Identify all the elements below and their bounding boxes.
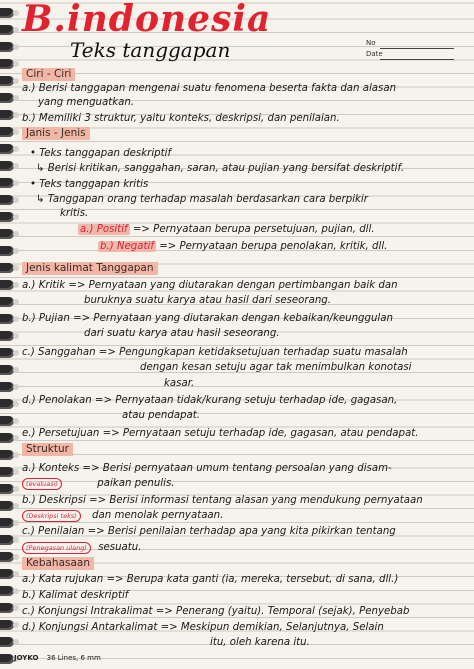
spiral-ring: [0, 127, 14, 137]
spiral-ring: [0, 433, 14, 443]
spiral-hole: [13, 299, 19, 305]
jenis-positif: [78, 223, 375, 236]
no-label: No: [366, 39, 376, 47]
kalimat-line: dari suatu karya atau hasil seseorang.: [84, 328, 280, 339]
spiral-ring: [0, 586, 14, 596]
jenis-line: • Teks tanggapan kritis: [30, 179, 149, 190]
spiral-ring: [0, 297, 14, 307]
spiral-hole: [13, 350, 19, 356]
spiral-hole: [13, 401, 19, 407]
spiral-hole: [13, 486, 19, 492]
spiral-hole: [13, 554, 19, 560]
kebahasaan-line: c.) Konjungsi Intrakalimat => Penerang (yaitu). Temporal (sejak), Penyebab: [22, 606, 410, 617]
spiral-ring: [0, 365, 14, 375]
spiral-ring: [0, 229, 14, 239]
spiral-hole: [13, 27, 19, 33]
kalimat-line: a.) Kritik => Pernyataan yang diutarakan dengan pertimbangan baik dan: [22, 280, 398, 291]
spiral-hole: [13, 146, 19, 152]
spiral-ring: [0, 450, 14, 460]
struktur-text: sesuatu.: [98, 542, 142, 553]
spiral-ring: [0, 25, 14, 35]
spiral-ring: [0, 552, 14, 562]
spiral-ring: [0, 637, 14, 647]
spiral-ring: [0, 535, 14, 545]
spiral-hole: [13, 520, 19, 526]
negatif-label: b.) Negatif: [100, 241, 154, 252]
kebahasaan-line: d.) Konjungsi Antarkalimat => Meskipun demikian, Selanjutnya, Selain: [22, 622, 384, 633]
kalimat-line: b.) Pujian => Pernyataan yang diutarakan dengan kebaikan/keunggulan: [22, 313, 393, 324]
struktur-line: a.) Konteks => Berisi pernyataan umum tentang persoalan yang disam-: [22, 463, 392, 474]
spiral-hole: [13, 571, 19, 577]
date-label: Date: [366, 50, 383, 58]
spiral-hole: [13, 61, 19, 67]
spiral-hole: [13, 265, 19, 271]
spiral-hole: [13, 333, 19, 339]
struktur-text: dan menolak pernyataan.: [92, 510, 224, 521]
struktur-line: b.) Deskripsi => Berisi informasi tentang alasan yang mendukung pernyataan: [22, 495, 423, 506]
jenis-line: ↳ Tanggapan orang terhadap masalah berdasarkan cara berpikir: [36, 194, 368, 205]
spiral-ring: [0, 348, 14, 358]
page-content: [22, 0, 468, 669]
spiral-ring: [0, 399, 14, 409]
spiral-hole: [13, 384, 19, 390]
section-jenis: Janis - Jenis: [22, 127, 90, 140]
negatif-text: => Pernyataan berupa penolakan, kritik, dll.: [159, 241, 388, 252]
spiral-hole: [13, 435, 19, 441]
spiral-hole: [13, 78, 19, 84]
positif-label: a.) Positif: [80, 224, 128, 235]
spiral-hole: [13, 180, 19, 186]
spiral-ring: [0, 314, 14, 324]
spiral-ring: [0, 331, 14, 341]
kalimat-line: dengan kesan setuju agar tak menimbulkan konotasi: [140, 362, 412, 373]
spiral-ring: [0, 484, 14, 494]
spiral-ring: [0, 110, 14, 120]
kalimat-line: kasar.: [164, 378, 195, 389]
notebook-footer: [14, 654, 101, 662]
spiral-ring: [0, 501, 14, 511]
spiral-ring: [0, 195, 14, 205]
section-kebahasaan: Kebahasaan: [22, 557, 94, 570]
spiral-hole: [13, 197, 19, 203]
spiral-hole: [13, 418, 19, 424]
struktur-line: [22, 477, 175, 490]
spiral-hole: [13, 112, 19, 118]
spiral-ring: [0, 280, 14, 290]
spiral-ring: [0, 212, 14, 222]
spiral-ring: [0, 467, 14, 477]
spiral-hole: [13, 129, 19, 135]
spiral-hole: [13, 639, 19, 645]
spiral-ring: [0, 8, 14, 18]
no-date-box: [366, 38, 383, 60]
spiral-ring: [0, 93, 14, 103]
spiral-hole: [13, 231, 19, 237]
spiral-hole: [13, 622, 19, 628]
spiral-hole: [13, 503, 19, 509]
spiral-ring: [0, 59, 14, 69]
spiral-ring: [0, 178, 14, 188]
no-line: [380, 48, 454, 49]
struktur-line: [22, 541, 141, 554]
page-title: B.indonesia: [22, 0, 272, 40]
spiral-hole: [13, 163, 19, 169]
footer-info: 36 Lines, 6 mm: [46, 654, 101, 662]
spiral-ring: [0, 654, 14, 664]
spiral-hole: [13, 367, 19, 373]
ciri-line: a.) Berisi tanggapan mengenai suatu fenomena beserta fakta dan alasan: [22, 83, 397, 94]
spiral-ring: [0, 76, 14, 86]
kebahasaan-line: b.) Kalimat deskriptif: [22, 590, 129, 601]
jenis-line: • Teks tanggapan deskriptif: [30, 148, 172, 159]
spiral-ring: [0, 382, 14, 392]
kalimat-line: atau pendapat.: [122, 410, 201, 421]
spiral-ring: [0, 144, 14, 154]
struktur-text: paikan penulis.: [97, 478, 175, 489]
evaluasi-tag: (evaluasi): [22, 478, 62, 490]
ciri-line: yang menguatkan.: [38, 97, 135, 108]
spiral-ring: [0, 263, 14, 273]
struktur-line: c.) Penilaian => Berisi penilaian terhadap apa yang kita pikirkan tentang: [22, 526, 396, 537]
page-subtitle: Teks tanggapan: [70, 38, 231, 62]
section-struktur: Struktur: [22, 443, 73, 456]
jenis-negatif: [98, 240, 387, 253]
kalimat-line: d.) Penolakan => Pernyataan tidak/kurang setuju terhadap ide, gagasan,: [22, 395, 398, 406]
penegasan-tag: (Penegasan ulang): [22, 542, 91, 554]
spiral-hole: [13, 10, 19, 16]
spiral-hole: [13, 469, 19, 475]
jenis-line: ↳ Berisi kritikan, sanggahan, saran, atau pujian yang bersifat deskriptif.: [36, 163, 405, 174]
spiral-hole: [13, 95, 19, 101]
section-jenis-kalimat: Jenis kalimat Tanggapan: [22, 262, 158, 275]
deskripsi-tag: (Deskripsi teks): [22, 510, 81, 522]
spiral-ring: [0, 416, 14, 426]
spiral-hole: [13, 316, 19, 322]
section-ciri: Ciri - Ciri: [22, 68, 75, 81]
brand-label: JOYKO: [14, 654, 39, 662]
kebahasaan-line: itu, oleh karena itu.: [210, 637, 310, 648]
spiral-ring: [0, 42, 14, 52]
kebahasaan-line: a.) Kata rujukan => Berupa kata ganti (ia, mereka, tersebut, di sana, dll.): [22, 574, 399, 585]
kalimat-line: buruknya suatu karya atau hasil dari seseorang.: [84, 295, 331, 306]
spiral-hole: [13, 44, 19, 50]
spiral-ring: [0, 620, 14, 630]
spiral-hole: [13, 537, 19, 543]
ciri-line: b.) Memiliki 3 struktur, yaitu konteks, deskripsi, dan penilaian.: [22, 113, 340, 124]
spiral-ring: [0, 246, 14, 256]
spiral-ring: [0, 603, 14, 613]
spiral-hole: [13, 452, 19, 458]
spiral-hole: [13, 605, 19, 611]
struktur-line: [22, 509, 223, 522]
spiral-binding: [0, 0, 20, 669]
date-line: [380, 59, 454, 60]
kalimat-line: c.) Sanggahan => Pengungkapan ketidaksetujuan terhadap suatu masalah: [22, 347, 408, 358]
spiral-ring: [0, 161, 14, 171]
kalimat-line: e.) Persetujuan => Pernyataan setuju terhadap ide, gagasan, atau pendapat.: [22, 428, 419, 439]
spiral-hole: [13, 588, 19, 594]
spiral-ring: [0, 518, 14, 528]
spiral-ring: [0, 569, 14, 579]
spiral-hole: [13, 214, 19, 220]
spiral-hole: [13, 282, 19, 288]
positif-text: => Pernyataan berupa persetujuan, pujian, dll.: [132, 224, 375, 235]
jenis-line: kritis.: [60, 208, 89, 219]
spiral-hole: [13, 248, 19, 254]
